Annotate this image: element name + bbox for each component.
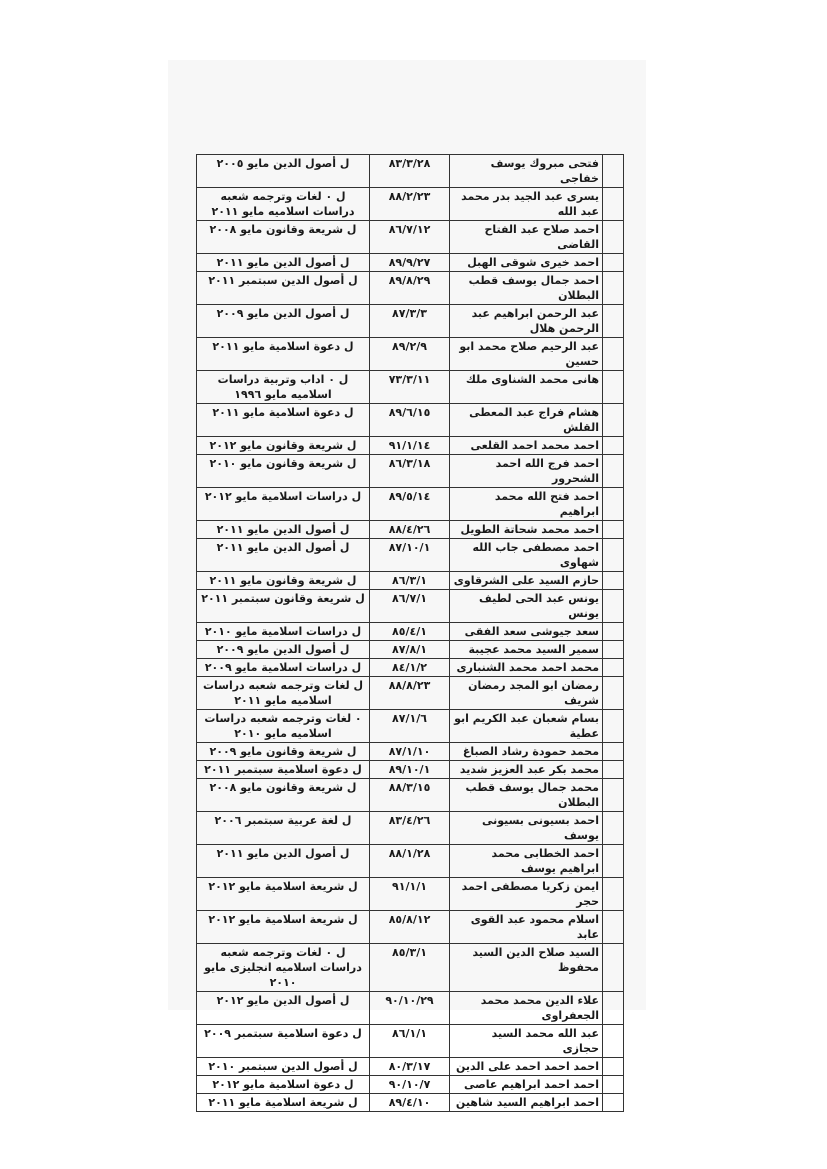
row-blank-cell [603, 221, 624, 254]
table-row [197, 371, 624, 404]
row-blank-cell [603, 455, 624, 488]
name-cell: احمد مصطفى جاب الله شهاوى [450, 539, 603, 572]
name-cell: عبد الرحمن ابراهيم عبد الرحمن هلال [450, 305, 603, 338]
row-blank-cell [603, 911, 624, 944]
row-blank-cell [603, 404, 624, 437]
birth-date-cell: ٨٧/١/٦ [370, 710, 450, 743]
name-cell: احمد فتح الله محمد ابراهيم [450, 488, 603, 521]
birth-date-cell: ٨٣/٤/٢٦ [370, 812, 450, 845]
table-row [197, 845, 624, 878]
birth-date-cell: ٨٧/١/١٠ [370, 743, 450, 761]
table-row [197, 338, 624, 371]
degree-cell: ل شريعة وقانون مايو ٢٠١٢ [197, 437, 370, 455]
name-cell: يسرى عبد الجيد بدر محمد عبد الله [450, 188, 603, 221]
table-row [197, 188, 624, 221]
birth-date-cell: ٨٩/٩/٢٧ [370, 254, 450, 272]
row-blank-cell [603, 710, 624, 743]
birth-date-cell: ٩٠/١٠/٢٩ [370, 992, 450, 1025]
row-blank-cell [603, 254, 624, 272]
row-blank-cell [603, 338, 624, 371]
degree-cell: ل أصول الدين مايو ٢٠١١ [197, 539, 370, 572]
degree-cell: ل ٠ لغات وترجمه شعبه دراسات اسلاميه انجليزى مايو ٢٠١٠ [197, 944, 370, 992]
birth-date-cell: ٨٣/٣/٢٨ [370, 155, 450, 188]
degree-cell: ل ٠ لغات وترجمه شعبه دراسات اسلاميه مايو ٢٠١١ [197, 188, 370, 221]
table-row [197, 404, 624, 437]
birth-date-cell: ٨٦/٣/١٨ [370, 455, 450, 488]
name-cell: اسلام محمود عبد القوى عابد [450, 911, 603, 944]
degree-cell: ل أصول الدين مايو ٢٠١١ [197, 521, 370, 539]
row-blank-cell [603, 272, 624, 305]
degree-cell: ل دراسات اسلامية مايو ٢٠١٢ [197, 488, 370, 521]
birth-date-cell: ٨٩/٤/١٠ [370, 1094, 450, 1112]
degree-cell: ل أصول الدين مايو ٢٠١١ [197, 254, 370, 272]
table-row [197, 743, 624, 761]
row-blank-cell [603, 743, 624, 761]
row-blank-cell [603, 188, 624, 221]
row-blank-cell [603, 590, 624, 623]
name-cell: سمير السيد محمد عجيبة [450, 641, 603, 659]
table-row [197, 1025, 624, 1058]
degree-cell: ل شريعة وقانون سبتمبر ٢٠١١ [197, 590, 370, 623]
table-row [197, 1076, 624, 1094]
name-cell: محمد حمودة رشاد الصباغ [450, 743, 603, 761]
table-body [197, 155, 624, 1112]
name-cell: احمد محمد شحاتة الطويل [450, 521, 603, 539]
table-row [197, 455, 624, 488]
birth-date-cell: ٨٩/٥/١٤ [370, 488, 450, 521]
table-row [197, 155, 624, 188]
name-cell: احمد محمد احمد القلعى [450, 437, 603, 455]
degree-cell: ل شريعة اسلامية مايو ٢٠١٢ [197, 911, 370, 944]
table-row [197, 590, 624, 623]
name-cell: احمد خيرى شوقى الهبل [450, 254, 603, 272]
birth-date-cell: ٨٥/٣/١ [370, 944, 450, 992]
table-row [197, 1058, 624, 1076]
birth-date-cell: ٨٥/٨/١٢ [370, 911, 450, 944]
name-cell: احمد صلاح عبد الفتاح القاضى [450, 221, 603, 254]
row-blank-cell [603, 437, 624, 455]
row-blank-cell [603, 1025, 624, 1058]
degree-cell: ل أصول الدين مايو ٢٠٠٩ [197, 305, 370, 338]
name-cell: محمد بكر عبد العزيز شديد [450, 761, 603, 779]
birth-date-cell: ٨٦/١/١ [370, 1025, 450, 1058]
row-blank-cell [603, 488, 624, 521]
degree-cell: ل دعوة اسلامية سبتمبر ٢٠١١ [197, 761, 370, 779]
birth-date-cell: ٧٣/٣/١١ [370, 371, 450, 404]
table-row [197, 437, 624, 455]
birth-date-cell: ٨٧/٨/١ [370, 641, 450, 659]
table-row [197, 488, 624, 521]
degree-cell: ل أصول الدين مايو ٢٠١٢ [197, 992, 370, 1025]
row-blank-cell [603, 812, 624, 845]
table-row [197, 944, 624, 992]
row-blank-cell [603, 623, 624, 641]
degree-cell: ل شريعة اسلامية مايو ٢٠١٢ [197, 878, 370, 911]
degree-cell: ل أصول الدين مايو ٢٠١١ [197, 845, 370, 878]
degree-cell: ل شريعة اسلامية مايو ٢٠١١ [197, 1094, 370, 1112]
table-row [197, 641, 624, 659]
row-blank-cell [603, 1076, 624, 1094]
table-row [197, 305, 624, 338]
birth-date-cell: ٨٨/٤/٢٦ [370, 521, 450, 539]
row-blank-cell [603, 761, 624, 779]
row-blank-cell [603, 305, 624, 338]
table-row [197, 779, 624, 812]
birth-date-cell: ٨٨/٣/١٥ [370, 779, 450, 812]
row-blank-cell [603, 677, 624, 710]
row-blank-cell [603, 1058, 624, 1076]
table-row [197, 254, 624, 272]
name-cell: احمد الخطابى محمد ابراهيم يوسف [450, 845, 603, 878]
name-cell: محمد احمد محمد الشنبارى [450, 659, 603, 677]
degree-cell: ل دراسات اسلامية مايو ٢٠٠٩ [197, 659, 370, 677]
table-row [197, 521, 624, 539]
birth-date-cell: ٨٨/١/٢٨ [370, 845, 450, 878]
birth-date-cell: ٨٦/٣/١ [370, 572, 450, 590]
name-cell: بسام شعبان عبد الكريم ابو عطية [450, 710, 603, 743]
birth-date-cell: ٩١/١/١ [370, 878, 450, 911]
row-blank-cell [603, 878, 624, 911]
degree-cell: ل دعوة اسلامية مايو ٢٠١١ [197, 338, 370, 371]
birth-date-cell: ٨٤/١/٢ [370, 659, 450, 677]
name-cell: ايمن زكريا مصطفى احمد حجر [450, 878, 603, 911]
degree-cell: ل لغات وترجمه شعبه دراسات اسلاميه مايو ٢٠١١ [197, 677, 370, 710]
birth-date-cell: ٨٧/٣/٣ [370, 305, 450, 338]
table-row [197, 761, 624, 779]
row-blank-cell [603, 659, 624, 677]
name-cell: عبد الله محمد السيد حجازى [450, 1025, 603, 1058]
degree-cell: ل أصول الدين سبتمبر ٢٠١٠ [197, 1058, 370, 1076]
name-cell: عبد الرحيم صلاح محمد ابو حسين [450, 338, 603, 371]
birth-date-cell: ٨٩/٢/٩ [370, 338, 450, 371]
name-cell: احمد احمد ابراهيم عاصى [450, 1076, 603, 1094]
degree-cell: ل شريعة وقانون مايو ٢٠٠٨ [197, 779, 370, 812]
name-cell: سعد جيوشى سعد الفقى [450, 623, 603, 641]
graduates-table [196, 154, 624, 1112]
degree-cell: ل دراسات اسلامية مايو ٢٠١٠ [197, 623, 370, 641]
birth-date-cell: ٨٩/٨/٢٩ [370, 272, 450, 305]
table-row [197, 272, 624, 305]
degree-cell: ل ٠ اداب وتربية دراسات اسلاميه مايو ١٩٩٦ [197, 371, 370, 404]
row-blank-cell [603, 992, 624, 1025]
name-cell: احمد بسيونى بسيونى يوسف [450, 812, 603, 845]
name-cell: هشام فراج عبد المعطى القلش [450, 404, 603, 437]
degree-cell: ل أصول الدين مايو ٢٠٠٥ [197, 155, 370, 188]
degree-cell: ل شريعة وقانون مايو ٢٠١٠ [197, 455, 370, 488]
name-cell: محمد جمال يوسف قطب البطلان [450, 779, 603, 812]
name-cell: رمضان ابو المجد رمضان شريف [450, 677, 603, 710]
table-row [197, 659, 624, 677]
name-cell: احمد ابراهيم السيد شاهين [450, 1094, 603, 1112]
row-blank-cell [603, 572, 624, 590]
degree-cell: ٠ لغات وترجمه شعبه دراسات اسلاميه مايو ٢٠١٠ [197, 710, 370, 743]
table-row [197, 623, 624, 641]
name-cell: فتحى مبروك يوسف خفاجى [450, 155, 603, 188]
row-blank-cell [603, 521, 624, 539]
row-blank-cell [603, 539, 624, 572]
name-cell: احمد جمال يوسف قطب البطلان [450, 272, 603, 305]
birth-date-cell: ٨٠/٣/١٧ [370, 1058, 450, 1076]
degree-cell: ل لغة عربية سبتمبر ٢٠٠٦ [197, 812, 370, 845]
name-cell: علاء الدين محمد محمد الجعفراوى [450, 992, 603, 1025]
row-blank-cell [603, 944, 624, 992]
row-blank-cell [603, 845, 624, 878]
birth-date-cell: ٨٨/٢/٢٣ [370, 188, 450, 221]
table-row [197, 572, 624, 590]
degree-cell: ل دعوة اسلامية سبتمبر ٢٠٠٩ [197, 1025, 370, 1058]
table-row [197, 677, 624, 710]
table-row [197, 539, 624, 572]
table-row [197, 992, 624, 1025]
table-row [197, 911, 624, 944]
name-cell: يونس عبد الحى لطيف يونس [450, 590, 603, 623]
row-blank-cell [603, 371, 624, 404]
table-row [197, 812, 624, 845]
table-row [197, 1094, 624, 1112]
birth-date-cell: ٩٠/١٠/٧ [370, 1076, 450, 1094]
row-blank-cell [603, 779, 624, 812]
degree-cell: ل دعوة اسلامية مايو ٢٠١٢ [197, 1076, 370, 1094]
table-row [197, 221, 624, 254]
degree-cell: ل شريعة وقانون مايو ٢٠٠٩ [197, 743, 370, 761]
birth-date-cell: ٨٩/١٠/١ [370, 761, 450, 779]
birth-date-cell: ٨٦/٧/١٢ [370, 221, 450, 254]
table-row [197, 878, 624, 911]
row-blank-cell [603, 1094, 624, 1112]
table-row [197, 710, 624, 743]
row-blank-cell [603, 155, 624, 188]
name-cell: احمد احمد احمد على الدين [450, 1058, 603, 1076]
degree-cell: ل أصول الدين مايو ٢٠٠٩ [197, 641, 370, 659]
birth-date-cell: ٩١/١/١٤ [370, 437, 450, 455]
birth-date-cell: ٨٥/٤/١ [370, 623, 450, 641]
birth-date-cell: ٨٨/٨/٢٣ [370, 677, 450, 710]
birth-date-cell: ٨٩/٦/١٥ [370, 404, 450, 437]
degree-cell: ل شريعة وقانون مايو ٢٠١١ [197, 572, 370, 590]
degree-cell: ل شريعة وقانون مايو ٢٠٠٨ [197, 221, 370, 254]
degree-cell: ل دعوة اسلامية مايو ٢٠١١ [197, 404, 370, 437]
degree-cell: ل أصول الدين سبتمبر ٢٠١١ [197, 272, 370, 305]
name-cell: حازم السيد على الشرقاوى [450, 572, 603, 590]
name-cell: هانى محمد الشناوى ملك [450, 371, 603, 404]
name-cell: السيد صلاح الدين السيد محفوظ [450, 944, 603, 992]
birth-date-cell: ٨٧/١٠/١ [370, 539, 450, 572]
row-blank-cell [603, 641, 624, 659]
name-cell: احمد فرج الله احمد الشحرور [450, 455, 603, 488]
birth-date-cell: ٨٦/٧/١ [370, 590, 450, 623]
